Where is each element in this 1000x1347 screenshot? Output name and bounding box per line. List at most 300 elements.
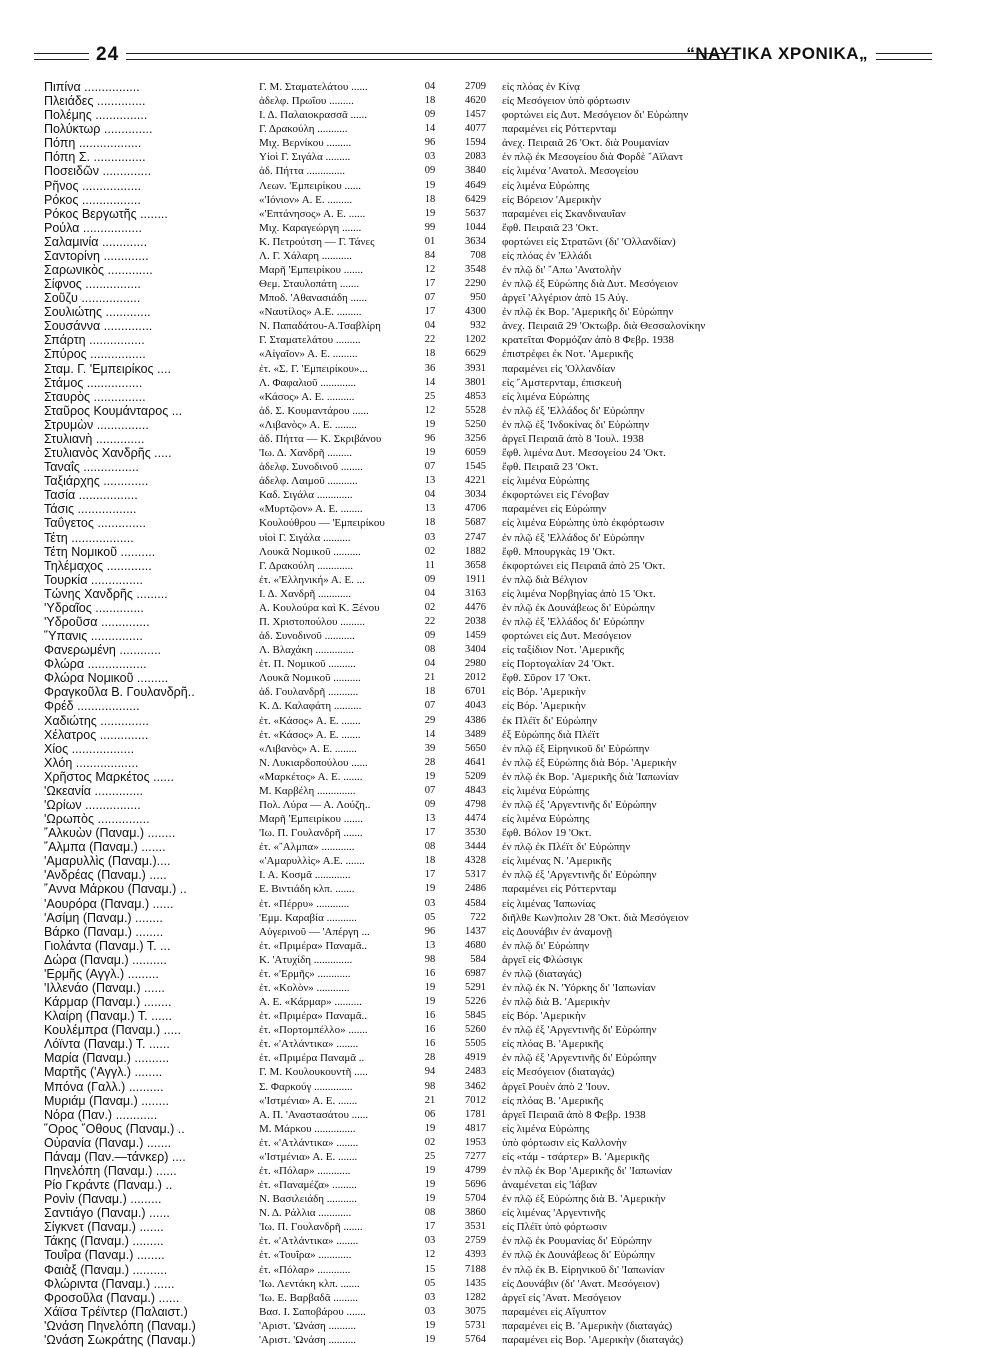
ship-name: ῎Αννα Μάρκου (Παναμ.) .. bbox=[44, 882, 187, 897]
ship-position: ἐν πλῷ ἐξ 'Ελλάδος δι' Εὐρώπην bbox=[502, 404, 645, 417]
table-row bbox=[0, 1037, 1000, 1051]
build-year: 03 bbox=[424, 531, 436, 543]
tonnage: 4077 bbox=[465, 123, 486, 135]
ship-name: 'Ανδρέας (Παναμ.) ..... bbox=[44, 868, 167, 883]
ship-position: ἐν πλῷ ἐξ 'Ελλάδος δι' Εὐρώπην bbox=[502, 615, 645, 628]
table-row bbox=[0, 854, 1000, 868]
table-row bbox=[0, 488, 1000, 502]
ship-position: εἰς λιμένα Εὐρώπης bbox=[502, 1122, 590, 1135]
ship-name: Πηνελόπη (Παναμ.) ...... bbox=[44, 1164, 177, 1179]
build-year: 17 bbox=[424, 827, 436, 839]
table-row bbox=[0, 94, 1000, 108]
build-year: 22 bbox=[424, 615, 436, 627]
ship-name: Πλειάδες .............. bbox=[44, 94, 146, 109]
ship-name: 'Αουρόρα (Παναμ.) ...... bbox=[44, 896, 174, 911]
tonnage: 2759 bbox=[465, 1235, 486, 1247]
build-year: 13 bbox=[424, 503, 436, 515]
ship-position: εἰς λιμένα Εὐρώπης bbox=[502, 179, 590, 192]
tonnage: 4386 bbox=[465, 714, 486, 726]
owner-name: Μποδ. 'Αθανασιάδη ...... bbox=[259, 292, 368, 305]
ship-position: εἰς Μεσόγειον ὑπὸ φόρτωσιν bbox=[502, 95, 631, 108]
tonnage: 1202 bbox=[465, 334, 486, 346]
ship-position: εἰς ῎Αμστερνταμ, ἐπισκευὴ bbox=[502, 376, 622, 389]
ship-position: εἰς Πλέϊτ ὑπὸ φόρτωσιν bbox=[502, 1221, 607, 1234]
owner-name: Γ. Μ. Κουλουκουντῆ ..... bbox=[259, 1066, 368, 1079]
build-year: 19 bbox=[424, 447, 436, 459]
tonnage: 4843 bbox=[465, 784, 486, 796]
build-year: 11 bbox=[424, 559, 436, 571]
table-row bbox=[0, 643, 1000, 657]
tonnage: 3840 bbox=[465, 165, 486, 177]
build-year: 98 bbox=[424, 1080, 436, 1092]
ship-name: Ρόκος ................. bbox=[44, 192, 141, 207]
table-row bbox=[0, 1333, 1000, 1347]
ship-name: 'Ωρίων ................ bbox=[44, 797, 141, 812]
table-row bbox=[0, 362, 1000, 376]
tonnage: 6987 bbox=[465, 967, 486, 979]
ship-position: ἐν πλῷ ἐξ Εὐρώπης διὰ Β. 'Αμερικὴν bbox=[502, 1193, 666, 1206]
build-year: 22 bbox=[424, 334, 436, 346]
table-row bbox=[0, 207, 1000, 221]
ship-position: ἐπιστρέφει ἐκ Νοτ. 'Αμερικῆς bbox=[502, 348, 634, 361]
table-row bbox=[0, 179, 1000, 193]
table-row bbox=[0, 502, 1000, 516]
ship-position: εἰς πλόας ἐν Κίνᾳ bbox=[502, 81, 580, 93]
tonnage: 4706 bbox=[465, 503, 486, 515]
owner-name: Μιχ. Βερνίκου ......... bbox=[259, 137, 352, 150]
tonnage: 4817 bbox=[465, 1122, 486, 1134]
owner-name: Μ. Καρβέλη .............. bbox=[259, 784, 356, 797]
ship-position: ἐν πλῷ ἐξ 'Αργεντινῆς δι' Εὐρώπην bbox=[502, 798, 657, 811]
ship-position: παραμένει εἰς Αἴγυπτον bbox=[502, 1305, 607, 1318]
build-year: 03 bbox=[424, 1235, 436, 1247]
ship-name: Στρυμὼν ............... bbox=[44, 417, 149, 432]
owner-name: «Αἰγαῖον» Α. Ε. ......... bbox=[259, 348, 358, 361]
ship-name: ῎Αλμπα (Παναμ.) ....... bbox=[44, 840, 166, 855]
table-row bbox=[0, 671, 1000, 685]
table-row bbox=[0, 390, 1000, 404]
ship-name: Ρούλα ................. bbox=[44, 220, 142, 235]
owner-name: Καδ. Σιγάλα ............. bbox=[259, 489, 353, 502]
ship-name: Κλαίρη (Παναμ.) Τ. ...... bbox=[44, 1009, 172, 1024]
build-year: 28 bbox=[424, 756, 436, 768]
table-row bbox=[0, 460, 1000, 474]
tonnage: 5687 bbox=[465, 517, 486, 529]
build-year: 19 bbox=[424, 770, 436, 782]
ship-name: Τουρκία ............... bbox=[44, 572, 143, 587]
ship-position: εἰς λιμένα Νορβηγίας ἀπὸ 15 'Οκτ. bbox=[502, 587, 656, 600]
ship-position: ἐν πλῷ ἐξ Εὐρώπης διὰ Δυτ. Μεσόγειον bbox=[502, 278, 678, 291]
build-year: 25 bbox=[424, 1150, 436, 1162]
build-year: 18 bbox=[424, 193, 436, 205]
table-row bbox=[0, 1234, 1000, 1248]
ship-name: Ρονὶν (Παναμ.) ......... bbox=[44, 1192, 162, 1207]
ship-name: Σπύρος ................ bbox=[44, 347, 146, 362]
tonnage: 5764 bbox=[465, 1333, 486, 1345]
tonnage: 6059 bbox=[465, 447, 486, 459]
ship-name: Τέτη Νομικοῦ .......... bbox=[44, 544, 156, 559]
table-row bbox=[0, 601, 1000, 615]
table-row bbox=[0, 1080, 1000, 1094]
table-row bbox=[0, 925, 1000, 939]
owner-name: ἀδ. Σ. Κουμαντάρου ...... bbox=[259, 404, 369, 417]
owner-name: Υἱοὶ Γ. Σιγάλα ......... bbox=[259, 151, 351, 164]
ship-name: Μπόνα (Γαλλ.) .......... bbox=[44, 1079, 164, 1094]
table-row bbox=[0, 80, 1000, 94]
owner-name: 'Αριστ. 'Ωνάση .......... bbox=[259, 1319, 357, 1332]
owner-name: Ν. Δ. Ράλλια ............ bbox=[259, 1207, 352, 1220]
ship-name: Οὐρανία (Παναμ.) ....... bbox=[44, 1135, 172, 1150]
ship-name: 'Αμαρυλλὶς (Παναμ.).... bbox=[44, 854, 171, 869]
build-year: 08 bbox=[424, 1207, 436, 1219]
tonnage: 3634 bbox=[465, 235, 486, 247]
owner-name: 'Ιω. Π. Γουλανδρῆ ....... bbox=[259, 827, 363, 840]
owner-name: Κουλούθρου — 'Εμπειρίκου bbox=[259, 517, 385, 530]
build-year: 96 bbox=[424, 925, 436, 937]
ship-name: Χαδιώτης .............. bbox=[44, 713, 149, 728]
ship-position: παραμένει εἰς Βορ. 'Αμερικὴν (διαταγάς) bbox=[502, 1333, 684, 1346]
table-row bbox=[0, 474, 1000, 488]
table-row bbox=[0, 1136, 1000, 1150]
owner-name: Κ. Πετρούτση — Γ. Τάνες bbox=[259, 235, 375, 248]
ship-name: Τάσις ................. bbox=[44, 502, 137, 517]
ship-position: ἀργεῖ 'Αλγέριον ἀπὸ 15 Αὐγ. bbox=[502, 292, 629, 305]
tonnage: 950 bbox=[470, 292, 486, 304]
build-year: 19 bbox=[424, 418, 436, 430]
owner-name: «'Επτάνησος» Α. Ε. ...... bbox=[259, 207, 366, 220]
table-row bbox=[0, 1192, 1000, 1206]
ship-position: εἰς λιμένα Εὐρώπης bbox=[502, 390, 590, 403]
ship-name: Δώρα (Παναμ.) .......... bbox=[44, 952, 167, 967]
ship-name: Χρῆστος Μαρκέτος ...... bbox=[44, 769, 174, 784]
ship-position: ἐν πλῷ ἐκ Βορ. 'Αμερικῆς διὰ 'Ιαπωνίαν bbox=[502, 770, 679, 783]
table-row bbox=[0, 545, 1000, 559]
owner-name: ἐτ. «῎Αλμπα» ............ bbox=[259, 841, 355, 854]
ship-position: παραμένει εἰς Ρόττερνταμ bbox=[502, 123, 617, 136]
build-year: 13 bbox=[424, 939, 436, 951]
tonnage: 5291 bbox=[465, 982, 486, 993]
owner-name: ἐτ. «'Ατλάντικα» ........ bbox=[259, 1136, 359, 1149]
build-year: 09 bbox=[424, 573, 436, 585]
ship-position: ἐν πλῷ ἐξ 'Ελλάδος δι' Εὐρώπην bbox=[502, 531, 645, 544]
build-year: 96 bbox=[424, 137, 436, 149]
build-year: 09 bbox=[424, 798, 436, 810]
owner-name: ἐτ. «'Ατλάντικα» ........ bbox=[259, 1038, 359, 1051]
build-year: 21 bbox=[424, 672, 436, 684]
owner-name: Ν. Παπαδάτου-Α.Τσαβλίρη bbox=[259, 320, 381, 333]
ship-name: Στάμος ................ bbox=[44, 375, 143, 390]
owner-name: ἐτ. «'Ερμῆς» ............ bbox=[259, 967, 351, 980]
build-year: 07 bbox=[424, 292, 436, 304]
table-row bbox=[0, 193, 1000, 207]
owner-name: ἀδ. Γουλανδρῆ ........... bbox=[259, 686, 359, 699]
owner-name: Μαρῆ 'Εμπειρίκου ....... bbox=[259, 264, 363, 277]
build-year: 19 bbox=[424, 883, 436, 895]
tonnage: 1457 bbox=[465, 109, 486, 121]
table-row bbox=[0, 981, 1000, 995]
owner-name: Γ. Δρακούλη ............. bbox=[259, 559, 353, 572]
tonnage: 4680 bbox=[465, 939, 486, 951]
table-row bbox=[0, 333, 1000, 347]
ship-position: εἰς ταξίδιον Νοτ. 'Αμερικῆς bbox=[502, 644, 625, 657]
build-year: 04 bbox=[424, 489, 436, 501]
owner-name: Μ. Μάρκου ............... bbox=[259, 1122, 356, 1135]
owner-name: ἀδελφ. Λαιμοῦ ........... bbox=[259, 475, 358, 488]
build-year: 04 bbox=[424, 658, 436, 670]
table-row bbox=[0, 685, 1000, 699]
build-year: 13 bbox=[424, 813, 436, 825]
page-number: 24 bbox=[96, 44, 120, 65]
ship-name: 'Ερμῆς (Αγγλ.) ......... bbox=[44, 966, 159, 981]
table-row bbox=[0, 911, 1000, 925]
table-row bbox=[0, 347, 1000, 361]
header-rule-right bbox=[876, 53, 932, 60]
table-row bbox=[0, 305, 1000, 319]
table-row bbox=[0, 1206, 1000, 1220]
owner-name: ἐτ. «'Ελληνική» Α. Ε. ... bbox=[259, 573, 365, 586]
ship-name: Τουΐρα (Παναμ.) ........ bbox=[44, 1248, 165, 1263]
table-row bbox=[0, 840, 1000, 854]
build-year: 04 bbox=[424, 81, 436, 92]
table-row bbox=[0, 1150, 1000, 1164]
ship-position: ἐν πλῷ (διαταγάς) bbox=[502, 967, 582, 980]
ship-position: ἐν πλῷ διὰ Βέλγιον bbox=[502, 573, 588, 586]
ship-name: Φλώρα Νομικοῦ ......... bbox=[44, 671, 169, 686]
table-row bbox=[0, 1263, 1000, 1277]
table-row bbox=[0, 108, 1000, 122]
owner-name: 'Εμμ. Καραβία ........... bbox=[259, 911, 357, 924]
tonnage: 3530 bbox=[465, 827, 486, 839]
ship-name: Φανερωμένη ............ bbox=[44, 643, 162, 658]
build-year: 18 bbox=[424, 95, 436, 107]
tonnage: 2747 bbox=[465, 531, 486, 543]
tonnage: 1911 bbox=[465, 573, 486, 585]
tonnage: 1282 bbox=[465, 1291, 486, 1303]
ship-name: Φαιὰξ (Παναμ.) .......... bbox=[44, 1262, 168, 1277]
tonnage: 3256 bbox=[465, 432, 486, 444]
table-row bbox=[0, 939, 1000, 953]
ship-name: Τάκης (Παναμ.) ......... bbox=[44, 1234, 164, 1249]
ship-position: ἐν πλῷ ἐκ Μεσογείου διὰ Φορδὲ ῎Αϊλαντ bbox=[502, 151, 684, 164]
table-row bbox=[0, 1291, 1000, 1305]
ship-name: 'Ιλλενάο (Παναμ.) ...... bbox=[44, 981, 165, 995]
ship-position: φορτώνει εἰς Δυτ. Μεσόγειον bbox=[502, 630, 632, 643]
ship-position: εἰς Βόρ. 'Αμερικὴν bbox=[502, 700, 586, 713]
table-row bbox=[0, 136, 1000, 150]
build-year: 19 bbox=[424, 179, 436, 191]
table-row bbox=[0, 826, 1000, 840]
ship-name: Σαντορίνη ............. bbox=[44, 248, 149, 263]
owner-name: «Λιβανὸς» Α. Ε. ........ bbox=[259, 418, 357, 431]
ship-position: εἰς πλόας Β. 'Αμερικῆς bbox=[502, 1038, 604, 1051]
ship-position: εἰς «τάμ - τσάρτερ» Β. 'Αμερικῆς bbox=[502, 1150, 650, 1163]
table-row bbox=[0, 291, 1000, 305]
build-year: 04 bbox=[424, 320, 436, 332]
owner-name: ἐτ. «'Ατλάντικα» ........ bbox=[259, 1235, 359, 1248]
owner-name: ἐτ. «Πριμέρα» Παναμᾶ.. bbox=[259, 939, 368, 952]
tonnage: 1781 bbox=[465, 1108, 486, 1120]
build-year: 14 bbox=[424, 123, 436, 135]
tonnage: 4798 bbox=[465, 798, 486, 810]
owner-name: Λ. Γ. Χάλαρη ........... bbox=[259, 249, 353, 262]
ship-position: εἰς πλόας Β. 'Αμερικῆς bbox=[502, 1094, 604, 1107]
owner-name: ἐτ. «Πέρρυ» ............ bbox=[259, 897, 350, 910]
tonnage: 4919 bbox=[465, 1052, 486, 1064]
table-row bbox=[0, 1122, 1000, 1136]
ship-position: ἐν πλῷ ἐκ Βορ 'Αμερικῆς δι' 'Ιαπωνίαν bbox=[502, 1165, 673, 1178]
tonnage: 4641 bbox=[465, 756, 486, 768]
build-year: 07 bbox=[424, 461, 436, 473]
ship-name: Πόπη .................. bbox=[44, 136, 142, 151]
owner-name: ἐτ. «Πόλαρ» ............ bbox=[259, 1165, 351, 1178]
table-row bbox=[0, 263, 1000, 277]
table-row bbox=[0, 657, 1000, 671]
tonnage: 1044 bbox=[465, 221, 486, 233]
ship-position: ἔφθ. Πειραιᾶ 23 'Οκτ. bbox=[502, 461, 599, 474]
owner-name: Γ. Δρακούλη ........... bbox=[259, 123, 348, 136]
owner-name: Λουκᾶ Νομικοῦ .......... bbox=[259, 545, 361, 558]
ship-position: ἔφθ. Βόλον 19 'Οκτ. bbox=[502, 827, 592, 840]
build-year: 05 bbox=[424, 911, 436, 923]
ship-position: ἐν πλῷ ἐκ Βορ. 'Αμερικῆς δι' Εὐρώπην bbox=[502, 306, 674, 319]
build-year: 19 bbox=[424, 1122, 436, 1134]
build-year: 16 bbox=[424, 1038, 436, 1050]
ship-name: ῎Αλκυὼν (Παναμ.) ........ bbox=[44, 826, 176, 841]
tonnage: 4221 bbox=[465, 475, 486, 487]
tonnage: 5696 bbox=[465, 1179, 486, 1191]
tonnage: 1882 bbox=[465, 545, 486, 557]
build-year: 02 bbox=[424, 545, 436, 557]
tonnage: 1594 bbox=[465, 137, 486, 149]
ship-position: εἰς Βόρ. 'Αμερικὴν bbox=[502, 1010, 586, 1023]
build-year: 16 bbox=[424, 967, 436, 979]
tonnage: 3548 bbox=[465, 264, 486, 276]
owner-name: 'Ιω. Π. Γουλανδρῆ ....... bbox=[259, 1221, 363, 1234]
ship-name: Σαρωνικὸς ............. bbox=[44, 263, 153, 278]
ship-position: ἀργεῖ εἰς 'Ανατ. Μεσόγειον bbox=[502, 1291, 622, 1304]
table-row bbox=[0, 150, 1000, 164]
ship-position: παραμένει εἰς Ρόττερνταμ bbox=[502, 883, 617, 896]
ship-position: ἀνεχ. Πειραιᾶ 26 'Οκτ. διὰ Ρουμανίαν bbox=[502, 137, 670, 150]
owner-name: ἀδ. Πήττα — Κ. Σκριβάνου bbox=[259, 432, 382, 445]
owner-name: Γ. Σταματελάτου ......... bbox=[259, 334, 361, 347]
ship-position: παραμένει εἰς 'Ολλανδίαν bbox=[502, 362, 616, 375]
table-row bbox=[0, 770, 1000, 784]
tonnage: 5650 bbox=[465, 742, 486, 754]
owner-name: ἐτ. Π. Νομικοῦ .......... bbox=[259, 658, 356, 671]
build-year: 19 bbox=[424, 1193, 436, 1205]
ship-position: παραμένει εἰς Β. 'Αμερικὴν (διαταγάς) bbox=[502, 1319, 673, 1332]
table-row bbox=[0, 1051, 1000, 1065]
ship-position: ἀργεῖ Πειραιᾶ ἀπὸ 8 Φεβρ. 1938 bbox=[502, 1108, 646, 1121]
ship-name: Ταναΐς ................ bbox=[44, 460, 139, 475]
owner-name: 'Αριστ. 'Ωνάση .......... bbox=[259, 1333, 357, 1346]
ship-name: 'Ωκεανία .............. bbox=[44, 783, 144, 798]
tonnage: 4043 bbox=[465, 700, 486, 712]
owner-name: «'Ιστμένια» Α. Ε. ....... bbox=[259, 1150, 358, 1163]
owner-name: Θεμ. Σταυλοπάτη ....... bbox=[259, 278, 360, 291]
tonnage: 3444 bbox=[465, 841, 486, 853]
tonnage: 3404 bbox=[465, 644, 486, 656]
owner-name: «Λιβανὸς» Α. Ε. ........ bbox=[259, 742, 357, 755]
ship-position: εἰς λιμένα Εὐρώπης bbox=[502, 784, 590, 797]
ship-position: ἐν πλῷ ἐξ 'Ινδοκίνας δι' Εὐρώπην bbox=[502, 418, 650, 431]
ship-name: Τηλέμαχος ............. bbox=[44, 558, 152, 573]
ship-position: ἐν πλῷ ἐκ Πλέϊτ δι' Εὐρώπην bbox=[502, 841, 631, 854]
tonnage: 3531 bbox=[465, 1221, 486, 1233]
tonnage: 722 bbox=[470, 911, 486, 923]
build-year: 01 bbox=[424, 235, 436, 247]
table-row bbox=[0, 249, 1000, 263]
build-year: 09 bbox=[424, 165, 436, 177]
tonnage: 2012 bbox=[465, 672, 486, 684]
ship-position: εἰς λιμένα 'Ανατολ. Μεσογείου bbox=[502, 165, 639, 178]
build-year: 12 bbox=[424, 264, 436, 276]
ship-position: ἐκφορτώνει εἰς Πειραιᾶ ἀπὸ 25 'Οκτ. bbox=[502, 559, 666, 572]
table-row bbox=[0, 404, 1000, 418]
owner-name: ἀδ. Πήττα .............. bbox=[259, 165, 345, 178]
ship-name: Σταμ. Γ. 'Εμπειρίκος .... bbox=[44, 361, 171, 376]
tonnage: 6629 bbox=[465, 348, 486, 360]
owner-name: 'Ιω. Ε. Βαρβαδᾶ ......... bbox=[259, 1291, 358, 1304]
table-row bbox=[0, 728, 1000, 742]
ship-name: Σαντιάγο (Παναμ.) ...... bbox=[44, 1206, 170, 1221]
build-year: 17 bbox=[424, 869, 436, 881]
table-row bbox=[0, 882, 1000, 896]
build-year: 29 bbox=[424, 714, 436, 726]
ship-position: ἐν πλῷ ἐξ 'Αργεντινῆς δι' Εὐρώπην bbox=[502, 869, 657, 882]
table-row bbox=[0, 897, 1000, 911]
ship-name: Σουλιώτης ............. bbox=[44, 305, 151, 320]
owner-name: Ν. Βασιλειάδη ........... bbox=[259, 1193, 358, 1206]
ship-position: εἰς λιμένα Εὐρώπης bbox=[502, 813, 590, 826]
build-year: 21 bbox=[424, 1094, 436, 1106]
build-year: 12 bbox=[424, 404, 436, 416]
table-row bbox=[0, 742, 1000, 756]
owner-name: Α. Κουλούρα καὶ Κ. Ξένου bbox=[259, 601, 380, 614]
table-row bbox=[0, 1305, 1000, 1319]
tonnage: 5260 bbox=[465, 1024, 486, 1036]
owner-name: Κ. Δ. Καλαφάτη .......... bbox=[259, 700, 362, 713]
owner-name: ἐτ. «Παναμέζα» ......... bbox=[259, 1179, 357, 1192]
build-year: 04 bbox=[424, 587, 436, 599]
ship-position: ἐν πλῷ ἐκ Ν. 'Υόρκης δι' 'Ιαπωνίαν bbox=[502, 982, 656, 994]
ship-position: ἔφθ. Μπουργκὰς 19 'Οκτ. bbox=[502, 545, 616, 558]
build-year: 03 bbox=[424, 1291, 436, 1303]
build-year: 18 bbox=[424, 855, 436, 867]
tonnage: 4393 bbox=[465, 1249, 486, 1261]
build-year: 06 bbox=[424, 1108, 436, 1120]
ship-position: ἐν πλῷ δι' Εὐρώπην bbox=[502, 939, 590, 952]
owner-name: Σ. Φαρκούγ .............. bbox=[259, 1080, 353, 1093]
ship-position: ἐν πλῷ ἐκ Ρουμανίας δι' Εὐρώπην bbox=[502, 1235, 652, 1248]
tonnage: 3860 bbox=[465, 1207, 486, 1219]
ship-position: εἰς Μεσόγειον (διαταγάς) bbox=[502, 1066, 615, 1079]
table-row bbox=[0, 446, 1000, 460]
table-row bbox=[0, 277, 1000, 291]
ship-name: Φροσοῦλα (Παναμ.) ...... bbox=[44, 1290, 180, 1305]
tonnage: 5226 bbox=[465, 996, 486, 1008]
build-year: 16 bbox=[424, 1010, 436, 1022]
build-year: 19 bbox=[424, 1179, 436, 1191]
ship-position: παραμένει εἰς Εὐρώπην bbox=[502, 503, 607, 516]
ship-name: Στυλιανὸς Χανδρῆς ..... bbox=[44, 446, 172, 461]
ship-position: κρατεῖται Φορμόζαν ἀπὸ 8 Φεβρ. 1938 bbox=[502, 334, 674, 347]
ship-name: Τέτη .................. bbox=[44, 530, 134, 545]
ship-position: ἀναμένεται εἰς 'Ιάβαν bbox=[502, 1179, 597, 1192]
ship-list bbox=[0, 80, 1000, 1347]
header-rule-middle bbox=[126, 53, 738, 60]
